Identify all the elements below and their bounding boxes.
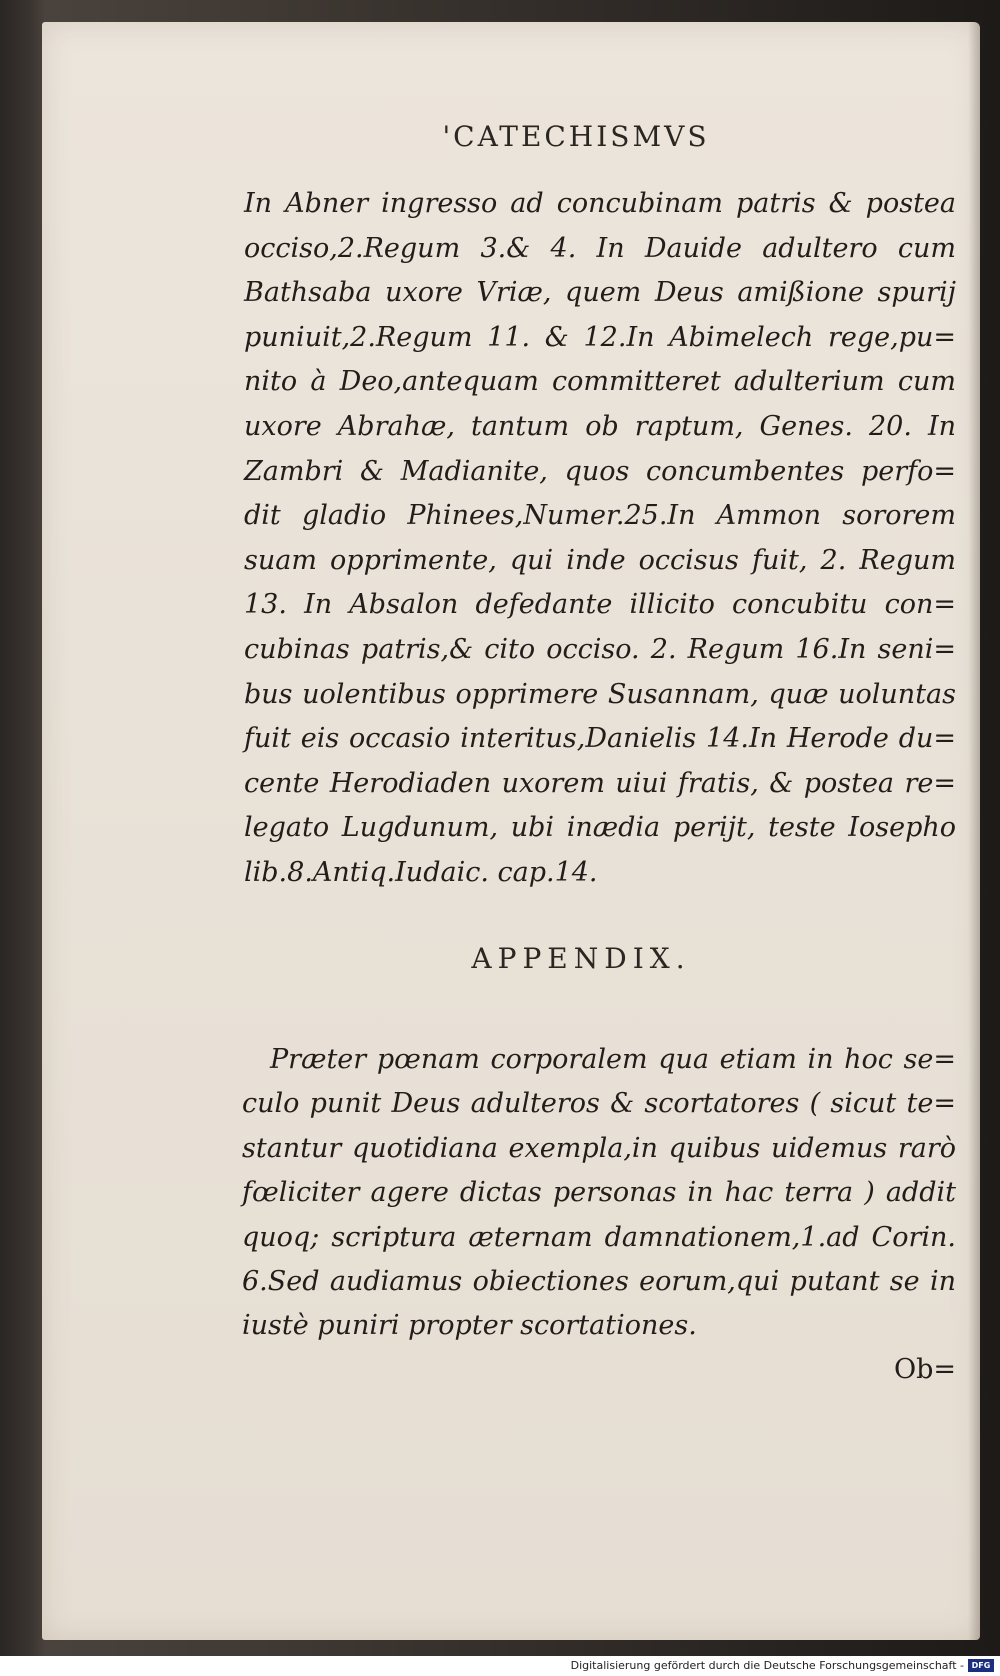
running-head: 'CATECHISMVS — [442, 120, 710, 153]
text-line: quoq; scriptura æternam damnationem,1.ad Corin. — [242, 1221, 956, 1253]
main-paragraph — [244, 182, 956, 896]
text-line: 13. In Absalon defedante illicito concubitu con= — [244, 589, 956, 621]
text-line: cubinas patris,& cito occiso. 2. Regum 16.In seni= — [244, 633, 956, 665]
text-line: bus uolentibus opprimere Susannam, quæ uoluntas — [244, 678, 956, 710]
text-line: uxore Abrahæ, tantum ob raptum, Genes. 20. In — [244, 410, 956, 442]
text-line: Bathsaba uxore Vriæ, quem Deus amißione spurij — [244, 277, 956, 309]
text-line: occiso,2.Regum 3.& 4. In Dauide adultero cum — [244, 232, 956, 264]
text-line: iustè puniri propter scortationes. — [242, 1310, 697, 1342]
text-line: nito à Deo,antequam committeret adulterium cum — [244, 366, 956, 398]
page-edge-shadow — [968, 22, 980, 1640]
text-line: In Abner ingresso ad concubinam patris & postea — [244, 188, 956, 219]
text-line: culo punit Deus adulteros & scortatores ( sicut te= — [242, 1088, 956, 1120]
catchword: Ob= — [893, 1354, 956, 1385]
text-line: puniuit,2.Regum 11. & 12.In Abimelech rege,pu= — [244, 321, 956, 353]
book-page — [42, 22, 980, 1640]
text-line: Præter pœnam corporalem qua etiam in hoc se= — [270, 1044, 956, 1075]
funding-credit: Digitalisierung gefördert durch die Deutsche Forschungsgemeinschaft - — [570, 1659, 964, 1672]
text-line: lib.8.Antiq.Iudaic. cap.14. — [244, 856, 598, 888]
text-line: dit gladio Phinees,Numer.25.In Ammon sororem — [244, 500, 956, 532]
text-line: stantur quotidiana exempla,in quibus uidemus rarò — [242, 1132, 956, 1164]
text-line: legato Lugdunum, ubi inædia perijt, teste Iosepho — [244, 812, 956, 844]
dfg-logo-badge: DFG — [968, 1659, 994, 1672]
text-line: Zambri & Madianite, quos concumbentes perfo= — [244, 455, 956, 487]
appendix-paragraph — [242, 1038, 956, 1349]
text-line: fœliciter agere dictas personas in hac terra ) addit — [242, 1177, 956, 1209]
text-line: fuit eis occasio interitus,Danielis 14.In Herode du= — [244, 723, 956, 755]
text-line: 6.Sed audiamus obiectiones eorum,qui putant se in — [242, 1266, 956, 1298]
appendix-heading: APPENDIX. — [471, 942, 691, 975]
text-line: cente Herodiaden uxorem uiui fratis, & postea re= — [244, 767, 956, 799]
text-line: suam opprimente, qui inde occisus fuit, 2. Regum — [244, 544, 956, 576]
